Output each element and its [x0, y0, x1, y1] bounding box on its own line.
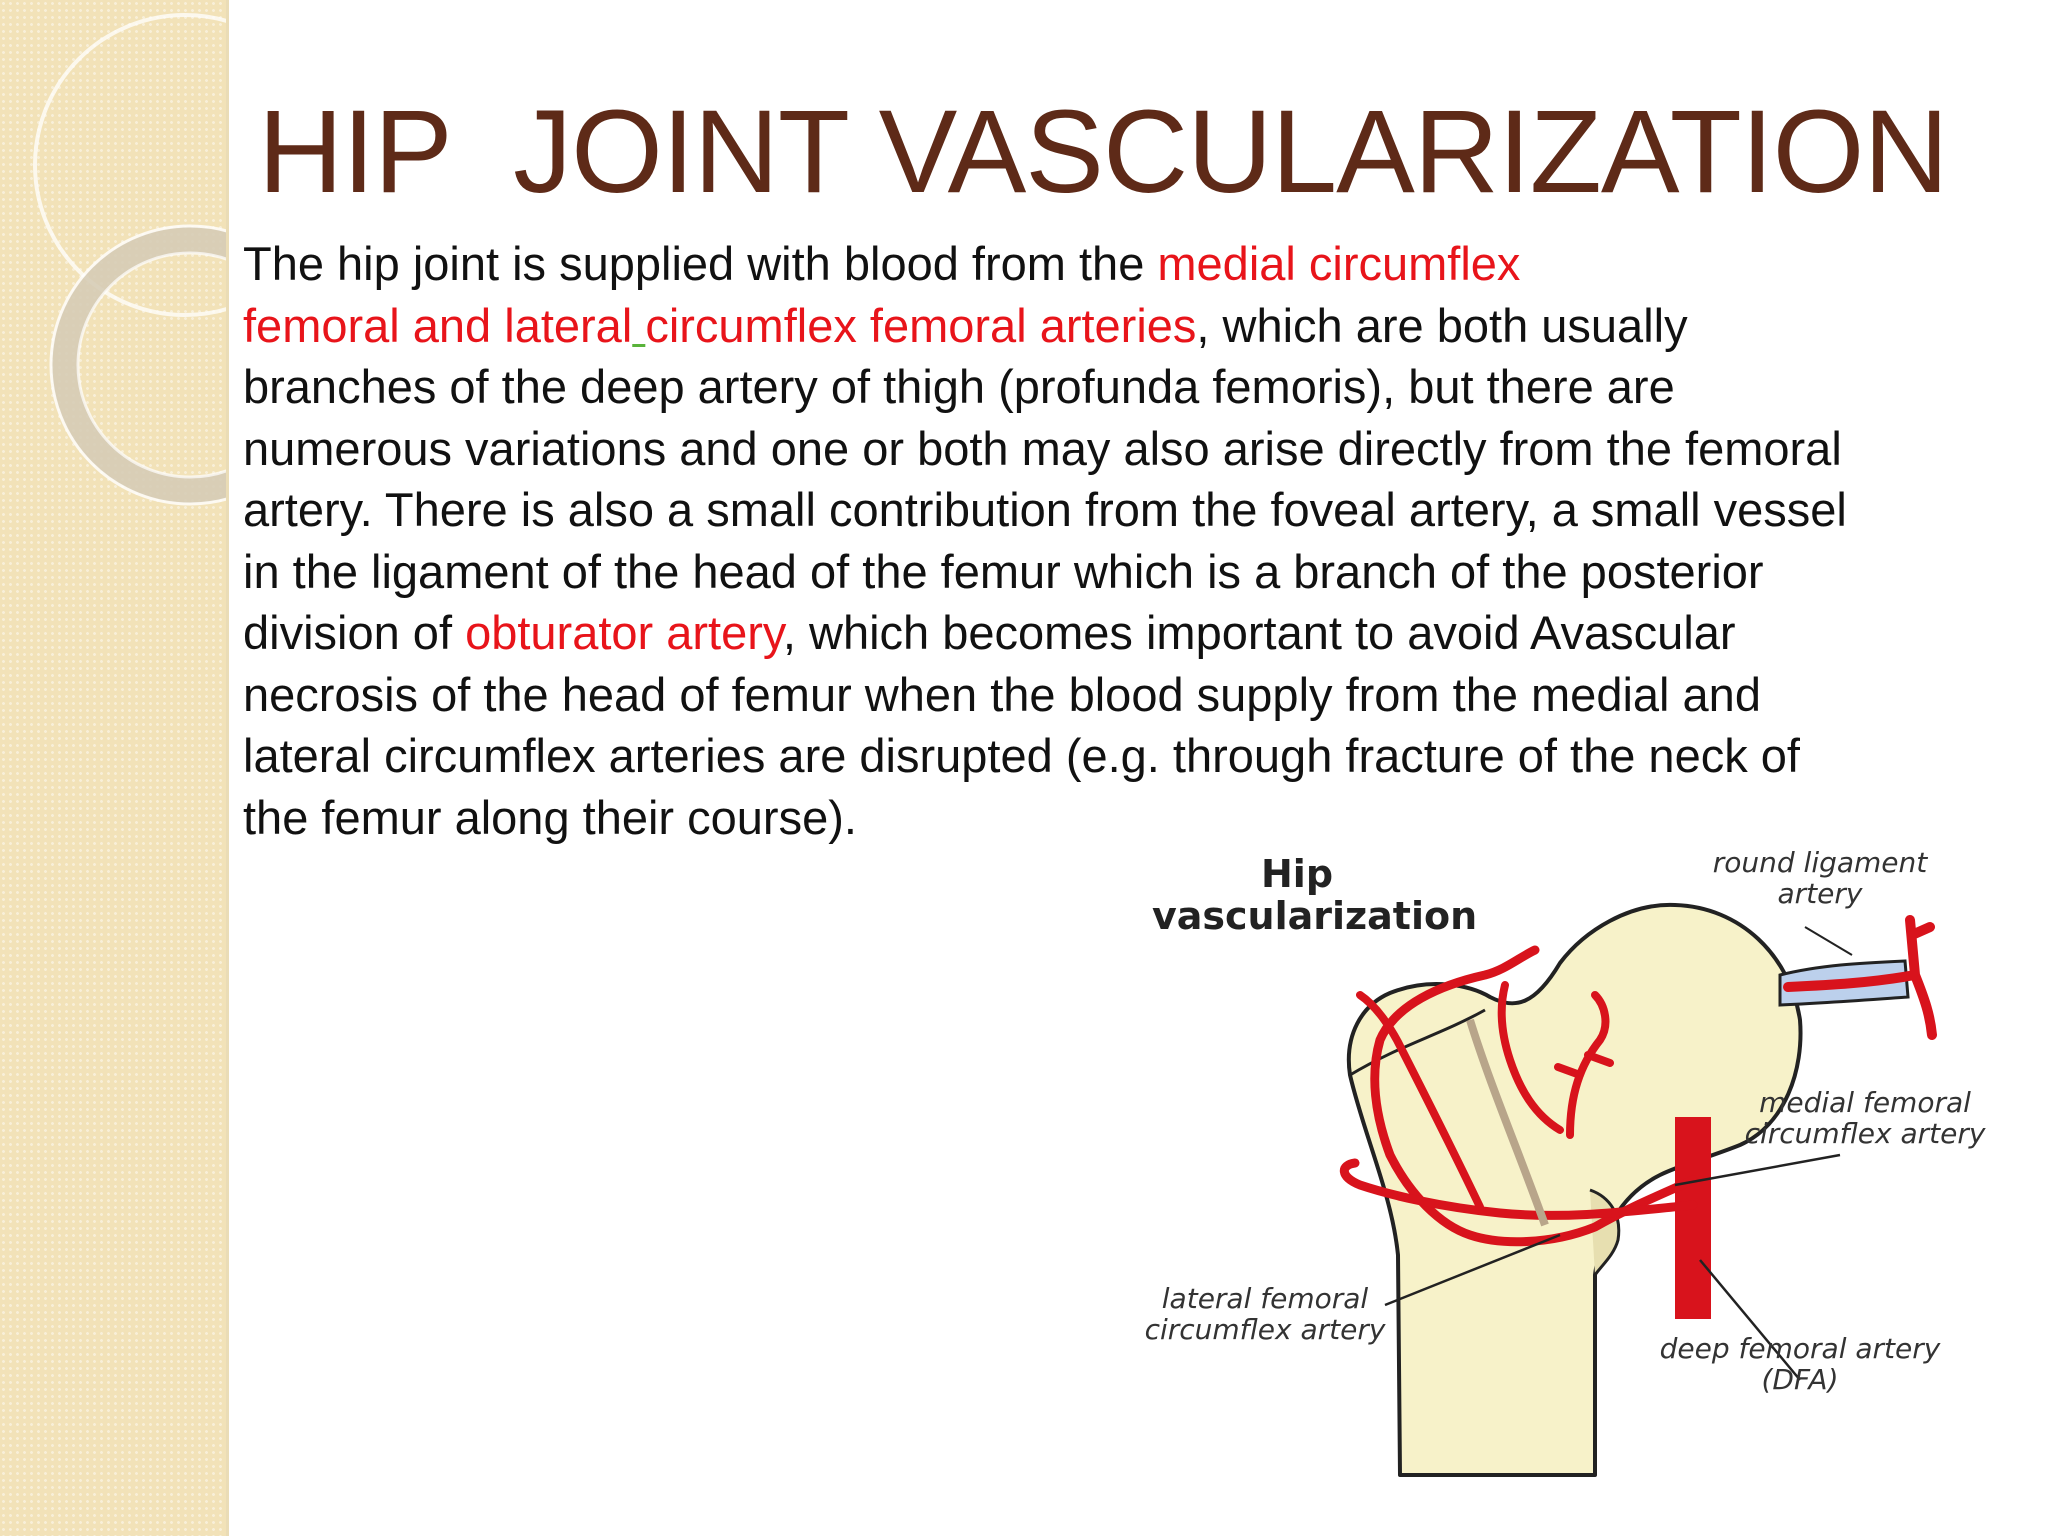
- paragraph-line-10: the femur along their course).: [243, 790, 857, 844]
- figure-title: [1152, 852, 1478, 938]
- text-segment: division of: [243, 606, 466, 659]
- text-segment: , which becomes important to avoid Avascular: [782, 606, 1736, 659]
- paragraph-line-7: [243, 602, 2033, 664]
- label-text: medial femoral: [1759, 1086, 1971, 1119]
- text-segment: The hip joint is supplied with blood from the: [243, 237, 1158, 290]
- label-text: circumflex artery: [1144, 1313, 1386, 1346]
- paragraph-line-4: numerous variations and one or both may also arise directly from the femoral: [243, 421, 1842, 475]
- label-text: lateral femoral: [1161, 1282, 1369, 1315]
- label-text: deep femoral artery: [1659, 1332, 1941, 1365]
- paragraph-line-3: branches of the deep artery of thigh (profunda femoris), but there are: [243, 360, 1675, 413]
- label-lateral-femoral-circumflex: [1140, 1283, 1390, 1345]
- label-round-ligament-artery: [1670, 847, 1970, 909]
- label-deep-femoral-artery: [1630, 1333, 1970, 1395]
- label-text: round ligament: [1712, 846, 1928, 879]
- decorative-rings: [0, 0, 228, 1536]
- hip-vascularization-figure: [1140, 835, 2000, 1495]
- paragraph-line-2: [243, 295, 2033, 357]
- figure-title-line-1: Hip: [1260, 852, 1334, 896]
- slide-title: HIP JOINT VASCULARIZATION: [258, 86, 1948, 218]
- paragraph-line-9: lateral circumflex arteries are disrupted (e.g. through fracture of the neck of: [243, 729, 1800, 782]
- highlight-obturator-artery: obturator artery: [465, 606, 783, 659]
- decorative-side-band: [0, 0, 228, 1536]
- paragraph-line-8: necrosis of the head of femur when the blood supply from the medial and: [243, 667, 1761, 721]
- leader-round: [1805, 927, 1852, 955]
- side-band-edge: [226, 0, 229, 1536]
- text-segment: , which are both usually: [1196, 298, 1688, 352]
- figure-title-line-2: vascularization: [1152, 894, 1478, 938]
- highlight-circumflex-arteries: circumflex femoral arteries: [645, 298, 1197, 352]
- slide-paragraph: [243, 233, 2033, 848]
- paragraph-line-6: in the ligament of the head of the femur which is a branch of the posterior: [243, 544, 1764, 598]
- label-medial-femoral-circumflex: [1740, 1087, 1990, 1149]
- spellcheck-mark: [632, 299, 645, 352]
- highlight-medial-circumflex: medial circumflex: [1157, 237, 1521, 290]
- label-text: (DFA): [1761, 1363, 1839, 1396]
- paragraph-line-5: artery. There is also a small contribution from the foveal artery, a small vessel: [243, 483, 1847, 536]
- label-text: artery: [1777, 877, 1863, 910]
- paragraph-line-1: [243, 233, 2033, 295]
- highlight-femoral-lateral: femoral and lateral: [243, 298, 633, 352]
- label-text: circumflex artery: [1744, 1117, 1986, 1150]
